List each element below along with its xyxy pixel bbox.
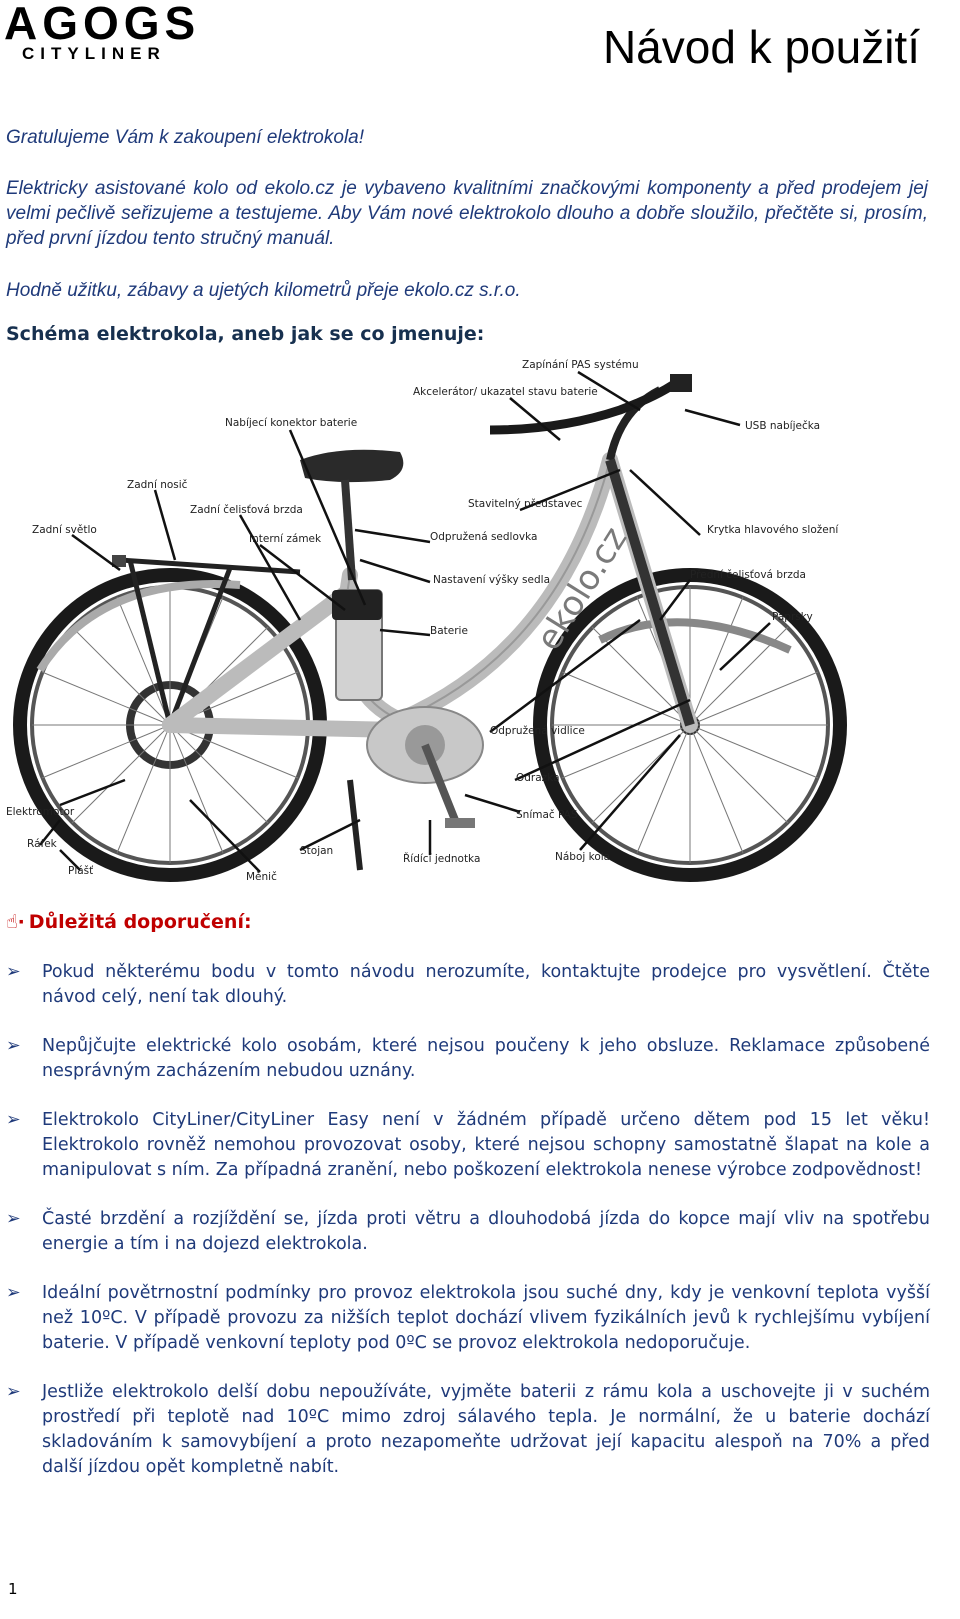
brand-logo-subtitle: CITYLINER [22, 44, 166, 63]
label-fold-cover: Krytka hlavového složení [707, 524, 839, 536]
list-item: ➢ Nepůjčujte elektrické kolo osobám, které nejsou poučeny k jeho obsluze. Reklamace způsobené nesprávným zacházením nebudou uznány. [6, 1036, 930, 1081]
label-pas-switch: Zapínání PAS systému [522, 359, 639, 371]
list-item: ➢ Elektrokolo CityLiner/CityLiner Easy není v žádném případě určeno dětem pod 15 let věku! Elektrokolo rovněž nemohou provozovat osoby, které nejsou schopny samostatně šlapat na kole a manipulovat s ním. Za případná zranění, nebo poškození elektrokola nenese výrobce zodpovědnost! [6, 1110, 930, 1180]
intro-paragraph: Elektricky asistované kolo od ekolo.cz je vybaveno kvalitními značkovými komponenty a před prodejem jej velmi pečlivě seřizujeme a testujeme. Aby Vám nové elektrokolo dlouho a dobře sloužilo, přečtěte si, prosím, před první jízdou tento stručný manuál. [6, 178, 928, 249]
label-seatpost: Odpružená sedlovka [430, 531, 538, 543]
label-motor: Elektromotor [6, 806, 75, 818]
label-stem: Stavitelný představec [468, 498, 583, 510]
label-rim: Ráfek [27, 838, 57, 850]
label-controller: Řídící jednotka [403, 853, 481, 865]
brand-logo: AGOGS [4, 0, 201, 49]
arrow-bullet-icon: ➢ [6, 1209, 21, 1229]
arrow-bullet-icon: ➢ [6, 962, 21, 982]
list-item: ➢ Ideální povětrnostní podmínky pro provoz elektrokola jsou suché dny, kdy je venkovní teplota vyšší než 10ºC. V případě provozu za nižších teplot dochází vlivem fyzikálních jevů k rychlejšímu vybíjení baterie. V případě venkovní teploty pod 0ºC se provoz elektrokola nedoporučuje. [6, 1283, 930, 1353]
label-usb: USB nabíječka [745, 420, 821, 432]
list-item: ➢ Jestliže elektrokolo delší dobu nepoužíváte, vyjměte baterii z rámu kola a uschovejte ji v suchém prostředí při teplotě nad 10ºC mimo zdroj sálavého tepla. Je normální, že u baterie dochází skladováním k samovybíjení a proto nezapomeňte udržovat její kapacitu alespoň na 70% a před další jízdou opět kompletně nabít. [6, 1382, 930, 1477]
label-kickstand: Stojan [300, 845, 334, 857]
label-derailleur: Měnič [246, 871, 277, 883]
schema-heading: Schéma elektrokola, aneb jak se co jmenuje: [6, 323, 485, 345]
label-reflector: Odrazka [516, 772, 560, 784]
label-rear-rack: Zadní nosič [127, 479, 188, 491]
label-tire: Plášť [68, 865, 94, 877]
page-number: 1 [8, 1580, 18, 1598]
label-front-brake: Přední čelisťová brzda [690, 569, 806, 581]
label-hub: Náboj kola [555, 851, 611, 863]
recommendations-heading [6, 911, 252, 933]
label-spokes: Paprsky [772, 611, 813, 623]
congrats-text: Gratulujeme Vám k zakoupení elektrokola! [6, 127, 365, 148]
arrow-bullet-icon: ➢ [6, 1382, 21, 1402]
frame-brand-text: ekolo.cz [528, 520, 636, 658]
arrow-bullet-icon: ➢ [6, 1283, 21, 1303]
arrow-bullet-icon: ➢ [6, 1110, 21, 1130]
page-title: Návod k použití [602, 21, 920, 73]
label-rear-light: Zadní světlo [32, 524, 97, 536]
label-seat-height: Nastavení výšky sedla [433, 574, 550, 586]
wish-text: Hodně užitku, zábavy a ujetých kilometrů přeje ekolo.cz s.r.o. [6, 280, 521, 301]
label-charge-connector: Nabíjecí konektor baterie [225, 417, 358, 429]
recommendations-list [0, 960, 930, 1504]
label-throttle: Akcelerátor/ ukazatel stavu baterie [413, 386, 598, 398]
label-lock: Interní zámek [249, 533, 322, 545]
label-battery: Baterie [430, 625, 468, 637]
label-pas-sensor: Snímač PAS [516, 809, 578, 821]
label-fork: Odpružená vidlice [490, 725, 585, 737]
label-rear-brake: Zadní čelisťová brzda [190, 504, 303, 516]
list-item: ➢ Pokud některému bodu v tomto návodu nerozumíte, kontaktujte prodejce pro vysvětlení. Čtěte návod celý, není tak dlouhý. [6, 962, 930, 1007]
bike-diagram [0, 350, 960, 910]
arrow-bullet-icon: ➢ [6, 1036, 21, 1056]
recommendations-title: Důležitá doporučení: [28, 911, 252, 933]
hand-pointer-icon: ☝· [6, 911, 25, 933]
list-item: ➢ Časté brzdění a rozjíždění se, jízda proti větru a dlouhodobá jízda do kopce mají vliv na spotřebu energie a tím i na dojezd elektrokola. [6, 1209, 930, 1254]
